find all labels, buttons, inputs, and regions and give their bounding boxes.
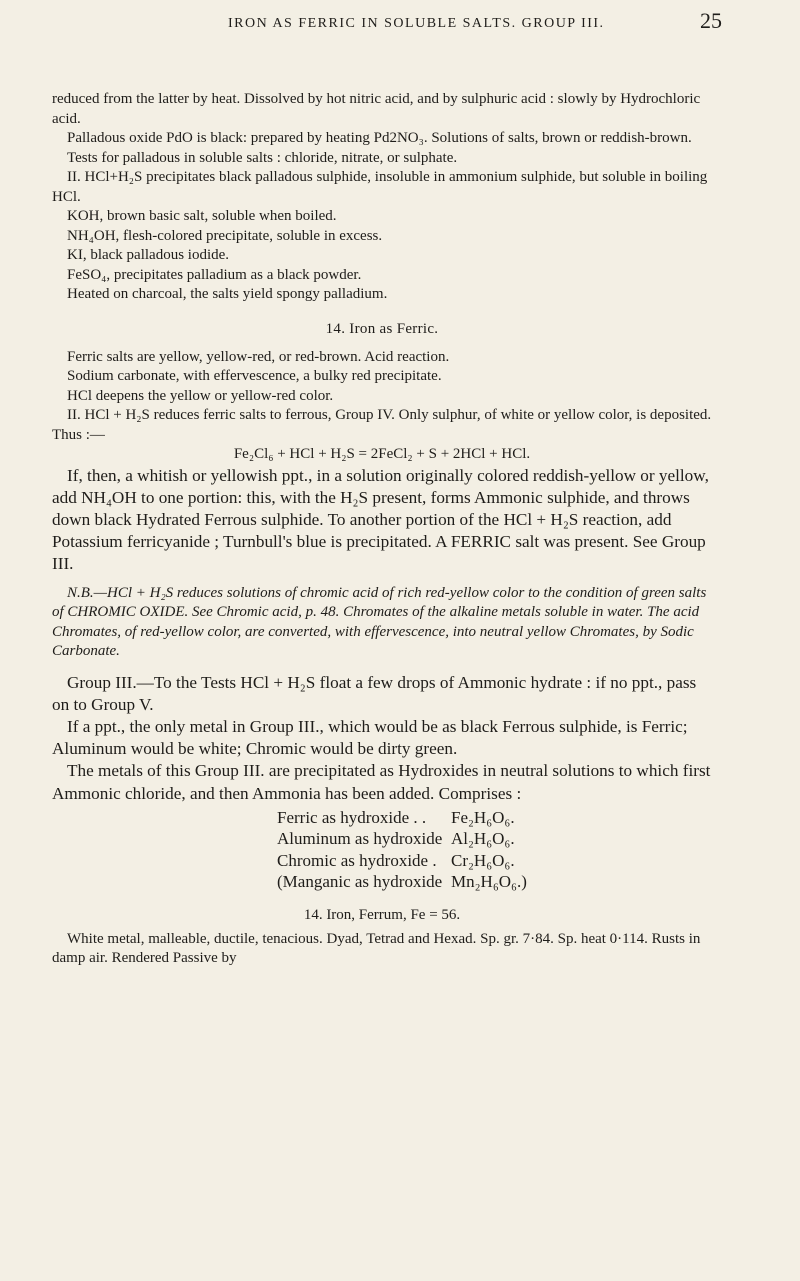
compound-name: Aluminum as hydroxide bbox=[277, 829, 443, 849]
compound-row bbox=[277, 850, 712, 872]
compound-list bbox=[277, 807, 712, 893]
compound-formula: Mn₂H₆O₆.) bbox=[451, 872, 527, 892]
text-line: White metal, malleable, ductile, tenacious. Dyad, Tetrad and Hexad. Sp. gr. 7·84. Sp. heat 0·114. Rusts in damp air. Rendered Passive by bbox=[52, 930, 701, 967]
compound-formula: Fe₂H₆O₆. bbox=[451, 807, 515, 827]
compound-row bbox=[277, 807, 712, 829]
text-line: KI, black palladous iodide. bbox=[67, 247, 230, 263]
text-line: KOH, brown basic salt, soluble when boiled. bbox=[67, 208, 337, 224]
running-head bbox=[0, 8, 800, 42]
text-line: Sodium carbonate, with effervescence, a bulky red precipitate. bbox=[67, 368, 442, 384]
running-title: IRON AS FERRIC IN SOLUBLE SALTS. GROUP III. bbox=[228, 16, 605, 31]
compound-row bbox=[277, 828, 712, 850]
page-number: 25 bbox=[700, 8, 722, 33]
text-line: Palladous oxide PdO is black: prepared by heating Pd2NO₃. Solutions of salts, brown or reddish-brown. bbox=[67, 130, 692, 146]
text-line: Ferric salts are yellow, yellow-red, or red-brown. Acid reaction. bbox=[67, 348, 450, 365]
compound-formula: Cr₂H₆O₆. bbox=[451, 850, 515, 870]
text-line: reduced from the latter by heat. Dissolved by hot nitric acid, and by sulphuric acid : slowly by Hydrochloric acid. bbox=[52, 91, 701, 127]
section-heading: 14. Iron, Ferrum, Fe = 56. bbox=[303, 906, 461, 923]
compound-name: Chromic as hydroxide . bbox=[277, 850, 437, 870]
compound-name: (Manganic as hydroxide bbox=[277, 872, 443, 892]
text-line: II. HCl + H₂S reduces ferric salts to ferrous, Group IV. Only sulphur, of white or yellow color, is deposited. Thus :— bbox=[52, 407, 712, 443]
compound-name: Ferric as hydroxide . . bbox=[277, 807, 427, 827]
paragraph: The metals of this Group III. are precipitated as Hydroxides in neutral solutions to which first Ammonic chloride, and then Ammonia has been added. Comprises : bbox=[52, 761, 711, 803]
text-line: NH₄OH, flesh-colored precipitate, soluble in excess. bbox=[67, 227, 383, 244]
body-text bbox=[52, 90, 712, 969]
text-line: II. HCl+H₂S precipitates black palladous sulphide, insoluble in ammonium sulphide, but soluble in boiling HCl. bbox=[52, 169, 708, 205]
nota-bene-note: N.B.—HCl + H₂S reduces solutions of chromic acid of rich red-yellow color to the condition of green salts of CHROMIC OXIDE. See Chromic acid, p. 48. Chromates of the alkaline metals soluble in water. The acid Chromates, of red-yellow color, are converted, with effervescence, into neutral yellow Chromates, by Sodic Carbonate. bbox=[52, 584, 707, 660]
paragraph: If a ppt., the only metal in Group III., which would be as black Ferrous sulphide, is Ferric; Aluminum would be white; Chromic would be dirty green. bbox=[52, 716, 688, 759]
text-line: FeSO₄, precipitates palladium as a black powder. bbox=[67, 266, 362, 283]
text-line: Heated on charcoal, the salts yield spongy palladium. bbox=[67, 286, 388, 302]
compound-formula: Al₂H₆O₆. bbox=[451, 829, 515, 849]
text-line: Tests for palladous in soluble salts : chloride, nitrate, or sulphate. bbox=[67, 149, 458, 166]
paragraph: If, then, a whitish or yellowish ppt., in a solution originally colored reddish-yellow or yellow, add NH₄OH to one portion: this, with the H₂S present, forms Ammonic sulphide, and throws down black Hydrated Ferrous sulphide. To another portion of the HCl + H₂S reaction, add Potassium ferricyanide ; Turnbull's blue is precipitated. A FERRIC salt was present. See Group III. bbox=[52, 465, 709, 574]
compound-row bbox=[277, 871, 712, 893]
paragraph: Group III.—To the Tests HCl + H₂S float a few drops of Ammonic hydrate : if no ppt., pass on to Group V. bbox=[52, 672, 697, 714]
chemical-equation: Fe₂Cl₆ + HCl + H₂S = 2FeCl₂ + S + 2HCl + HCl. bbox=[233, 446, 531, 462]
section-heading: 14. Iron as Ferric. bbox=[325, 320, 439, 337]
group-three-block bbox=[52, 672, 712, 893]
text-line: HCl deepens the yellow or yellow-red color. bbox=[67, 387, 334, 404]
